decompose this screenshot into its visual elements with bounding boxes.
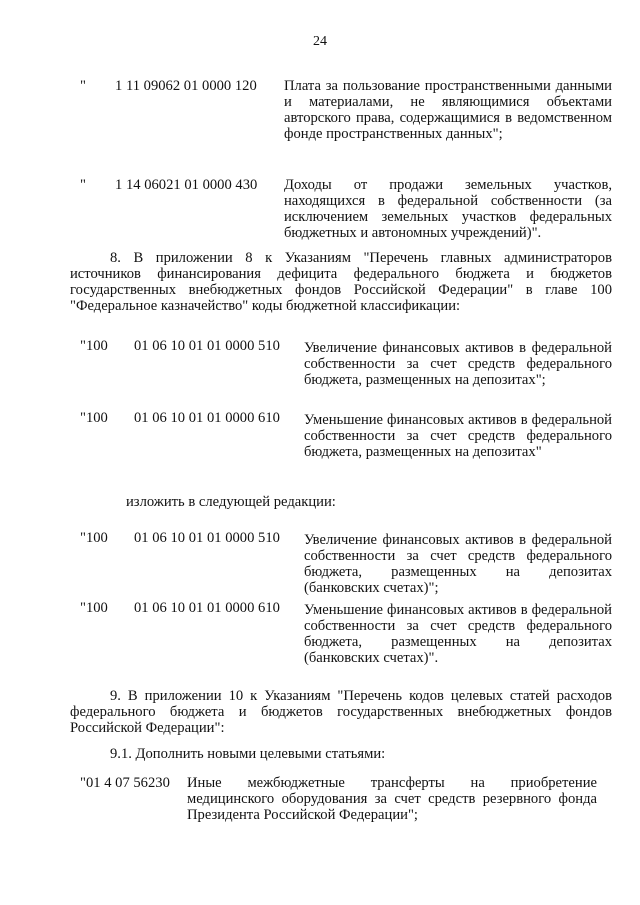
open-quote: " <box>80 78 86 94</box>
target-article-code: "01 4 07 56230 <box>80 775 170 791</box>
budget-code: 01 06 10 01 01 0000 610 <box>134 410 280 426</box>
budget-code: 1 11 09062 01 0000 120 <box>115 78 257 94</box>
budget-code: 01 06 10 01 01 0000 510 <box>134 530 280 546</box>
code-description: Плата за пользование пространственными данными и материалами, не являющимися объектами авторского права, содержащимися в ведомственном фонде пространственных данных"; <box>284 78 612 142</box>
chapter-prefix: "100 <box>80 600 108 616</box>
paragraph-8: 8. В приложении 8 к Указаниям "Перечень главных администраторов источников финансирования дефицита федерального бюджета и бюджетов государственных внебюджетных фондов Российской Федерации" в главе 100 "Федеральное казначейство" коды бюджетной классификации: <box>70 250 612 314</box>
page-number: 24 <box>313 34 327 49</box>
budget-code: 1 14 06021 01 0000 430 <box>115 177 258 193</box>
chapter-prefix: "100 <box>80 530 108 546</box>
code-description: Уменьшение финансовых активов в федеральной собственности за счет средств федерального бюджета, размещенных на депозитах (банковских счетах)". <box>304 602 612 666</box>
code-description: Увеличение финансовых активов в федеральной собственности за счет средств федерального бюджета, размещенных на депозитах"; <box>304 340 612 388</box>
code-description: Увеличение финансовых активов в федеральной собственности за счет средств федерального бюджета, размещенных на депозитах (банковских счетах)"; <box>304 532 612 596</box>
budget-code: 01 06 10 01 01 0000 510 <box>134 338 280 354</box>
code-description: Уменьшение финансовых активов в федеральной собственности за счет средств федерального бюджета, размещенных на депозитах" <box>304 412 612 460</box>
chapter-prefix: "100 <box>80 410 108 426</box>
chapter-prefix: "100 <box>80 338 108 354</box>
open-quote: " <box>80 177 86 193</box>
target-article-description: Иные межбюджетные трансферты на приобретение медицинского оборудования за счет средств резервного фонда Президента Российской Федерации"; <box>187 775 597 823</box>
code-description: Доходы от продажи земельных участков, находящихся в федеральной собственности (за исключением земельных участков федеральных бюджетных и автономных учреждений)". <box>284 177 612 241</box>
budget-code: 01 06 10 01 01 0000 610 <box>134 600 280 616</box>
paragraph-9-1: 9.1. Дополнить новыми целевыми статьями: <box>110 746 386 762</box>
paragraph-9: 9. В приложении 10 к Указаниям "Перечень кодов целевых статей расходов федерального бюджета и бюджетов государственных внебюджетных фондов Российской Федерации": <box>70 688 612 736</box>
edit-instruction: изложить в следующей редакции: <box>126 494 336 510</box>
